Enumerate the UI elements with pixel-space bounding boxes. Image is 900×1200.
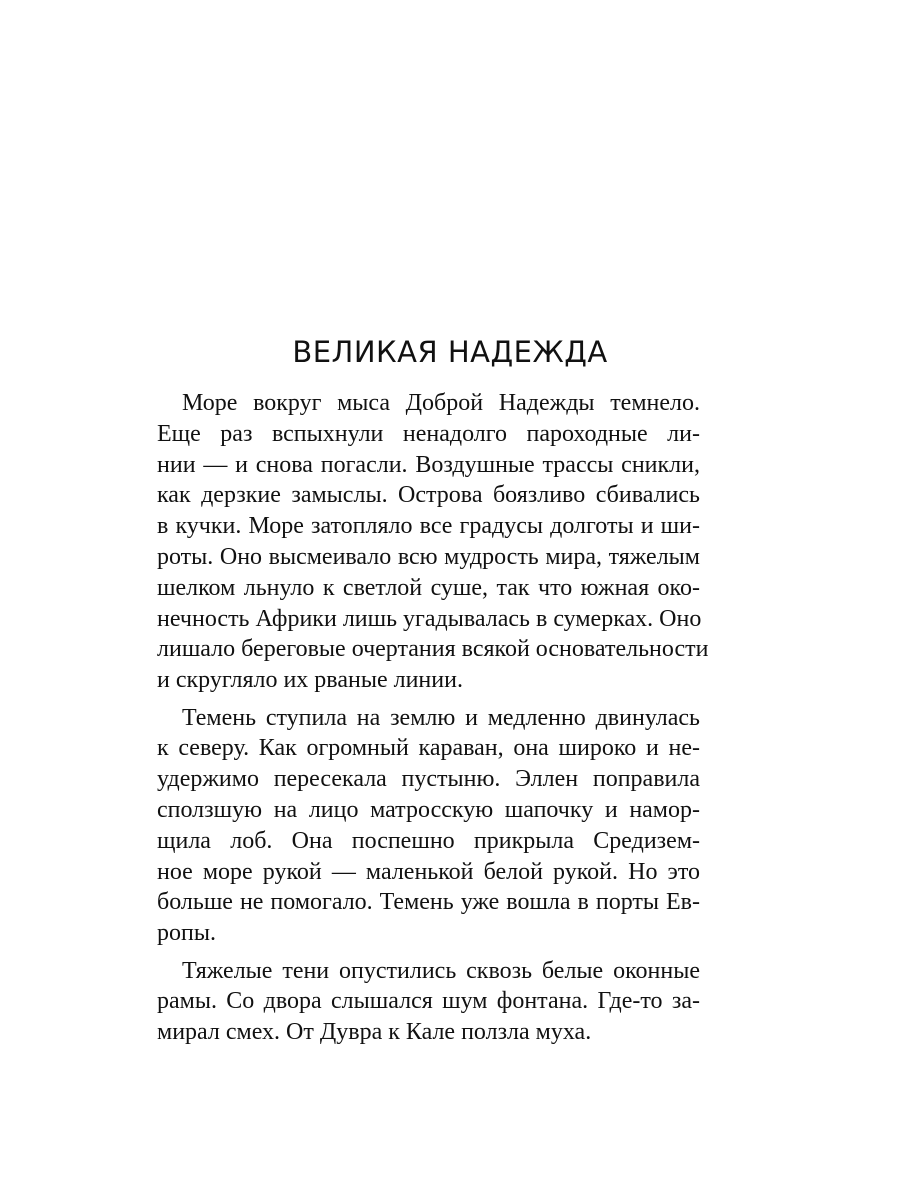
text-line: удержимо пересекала пустыню. Эллен поправила [157,766,700,793]
text-line: рамы. Со двора слышался шум фонтана. Где-то за- [157,988,700,1015]
paragraph-2 [157,703,700,949]
text-line: и скругляло их рваные линии. [157,667,463,694]
text-line: шелком льнуло к светлой суше, так что южная око- [157,574,700,601]
text-line: лишало береговые очертания всякой основательности [157,636,709,663]
chapter-title: ВЕЛИКАЯ НАДЕЖДА [292,335,608,369]
paragraph-3 [157,956,700,1048]
text-line: мирал смех. От Дувра к Кале ползла муха. [157,1019,592,1046]
text-line: ропы. [157,920,216,947]
paragraph-1 [157,388,709,696]
text-line: больше не помогало. Темень уже вошла в порты Ев- [157,889,700,916]
text-line: ное море рукой — маленькой белой рукой. Но это [157,858,700,885]
text-line: Еще раз вспыхнули ненадолго пароходные ли- [157,420,700,447]
chapter-body [157,388,709,1055]
text-line: нии — и снова погасли. Воздушные трассы сникли, [157,451,700,478]
text-line: нечность Африки лишь угадывалась в сумерках. Оно [157,605,702,632]
text-line: к северу. Как огромный караван, она широко и не- [157,735,700,762]
text-line: сползшую на лицо матросскую шапочку и намор- [157,796,700,823]
text-line: Море вокруг мыса Доброй Надежды темнело. [182,390,700,416]
text-line: щила лоб. Она поспешно прикрыла Средизем- [157,827,700,854]
text-line: как дерзкие замыслы. Острова боязливо сбивались [157,482,700,509]
text-line: Темень ступила на землю и медленно двинулась [182,704,700,731]
text-line: в кучки. Море затопляло все градусы долготы и ши- [157,513,700,540]
text-line: Тяжелые тени опустились сквозь белые оконные [182,957,700,984]
text-line: роты. Оно высмеивало всю мудрость мира, тяжелым [157,543,700,570]
